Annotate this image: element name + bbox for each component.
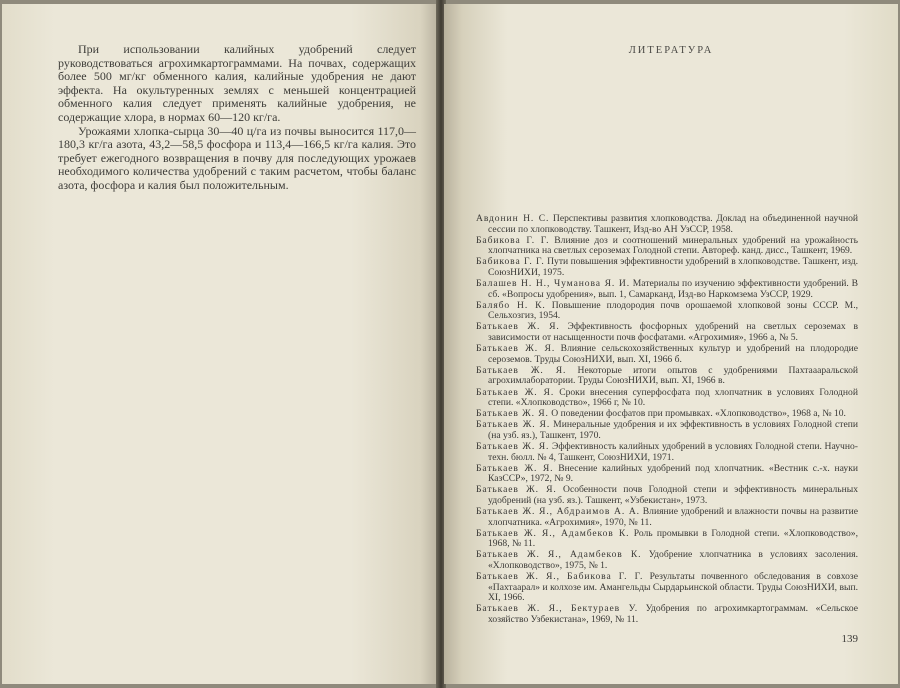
- reference-author: Авдонин Н. С.: [476, 213, 550, 224]
- references-list: [476, 214, 858, 626]
- reference-entry: [476, 442, 858, 463]
- reference-author: Балябо Н. К.: [476, 299, 546, 311]
- reference-entry: [476, 301, 858, 322]
- reference-entry: [476, 344, 858, 365]
- reference-author: Батькаев Ж. Я.: [476, 408, 549, 420]
- page-number: 139: [841, 633, 858, 645]
- reference-entry: [476, 420, 858, 441]
- paragraph: При использовании калийных удобрений следует руководствоваться агрохимкартограммами. На почвах, содержащих более 500 мг/кг обменного калия, калийные удобрения не дают эффекта. На окультуренных землях с меньшей концентрацией обменного калия следует применять калийные удобрения, не содержащие хлора, в нормах 60—120 кг/га.: [58, 42, 416, 124]
- reference-text: Некоторые итоги опытов с удобрениями Пахтаааральской агрохимлаборатории. Труды СоюзНИХИ, вып. XI, 1966 в.: [488, 364, 858, 387]
- reference-text: О поведении фосфатов при промывках. «Хлопководство», 1968 а, № 10.: [551, 408, 846, 420]
- reference-author: Батькаев Ж. Я., Адамбеков К.: [476, 527, 630, 539]
- reference-author: Батькаев Ж. Я.: [476, 462, 554, 474]
- reference-author: Батькаев Ж. Я.: [476, 321, 560, 333]
- reference-author: Батькаев Ж. Я.: [476, 364, 567, 376]
- reference-entry: [476, 464, 858, 485]
- reference-text: Минеральные удобрения и их эффективность в условиях Голодной степи (на узб. яз.), Ташкент, 1970.: [488, 419, 858, 441]
- reference-entry: [476, 485, 858, 506]
- reference-text: Влияние доз и соотношений минеральных удобрений на урожайность хлопчатника на светлых сероземах Голодной степи. Автореф. канд. дисс., Ташкент, 1969.: [488, 234, 858, 257]
- reference-entry: [476, 550, 858, 571]
- reference-author: Батькаев Ж. Я., Абдраимов А. А.: [476, 506, 640, 518]
- reference-author: Бабикова Г. Г.: [476, 256, 545, 268]
- reference-text: Особенности почв Голодной степи и эффективность минеральных удобрений (на узб. яз.). Ташкент, «Узбекистан», 1973.: [488, 484, 858, 506]
- reference-text: Сроки внесения суперфосфата под хлопчатник в условиях Голодной степи. «Хлопководство», 1966 г, № 10.: [488, 386, 858, 409]
- reference-entry: [476, 604, 858, 625]
- reference-author: Батькаев Ж. Я.: [476, 343, 556, 355]
- reference-text: Перспективы развития хлопководства. Доклад на объединенной научной сессии по хлопководству. Ташкент, Изд-во АН УзССР, 1958.: [488, 213, 859, 235]
- reference-text: Удобрения по агрохимкартограммам. «Сельское хозяйство Узбекистана», 1969, № 11.: [488, 603, 859, 625]
- references-heading: ЛИТЕРАТУРА: [628, 45, 714, 56]
- reference-text: Эффективность фосфорных удобрений на светлых сероземах в зависимости от насыщенности почв фосфатами. «Агрохимия», 1966 а, № 5.: [488, 321, 858, 344]
- reference-text: Удобрение хлопчатника в условиях засоления. «Хлопководство», 1975, № 1.: [488, 549, 858, 571]
- right-page: [444, 4, 898, 684]
- reference-author: Батькаев Ж. Я.: [476, 386, 555, 398]
- reference-entry: [476, 279, 858, 300]
- reference-text: Внесение калийных удобрений под хлопчатник. «Вестник с.-х. науки КазССР», 1972, № 9.: [488, 462, 858, 485]
- reference-entry: [476, 409, 858, 420]
- reference-author: Батькаев Ж. Я.: [476, 419, 551, 431]
- reference-entry: [476, 236, 858, 257]
- reference-text: Роль промывки в Голодной степи. «Хлопководство», 1968, № 11.: [488, 527, 858, 550]
- paragraph: Урожаями хлопка-сырца 30—40 ц/га из почвы выносится 117,0—180,3 кг/га азота, 43,2—58,5 фосфора и 113,4—166,5 кг/га калия. Это требует ежегодного возвращения в почву для последующих урожаев необходимого количества удобрений с таким расчетом, чтобы баланс азота, фосфора и калия был положительным.: [58, 123, 416, 192]
- reference-entry: [476, 529, 858, 550]
- reference-text: Результаты почвенного обследования в совхозе «Пахтаарал» и колхозе им. Амангельды Сырдарьинской области. Труды СоюзНИХИ, вып. XI, 1966.: [488, 571, 858, 604]
- reference-author: Батькаев Ж. Я.: [476, 484, 557, 496]
- reference-entry: [476, 214, 858, 235]
- reference-author: Батькаев Ж. Я., Бектураев У.: [476, 603, 638, 615]
- reference-text: Влияние удобрений и влажности почвы на развитие хлопчатника. «Агрохимия», 1970, № 11.: [488, 506, 859, 528]
- reference-author: Бабикова Г. Г.: [476, 234, 550, 246]
- reference-entry: [476, 507, 858, 528]
- reference-text: Материалы по изучению эффективности удобрений. В сб. «Вопросы удобрения», вып. 1, Самарканд, Изд-во Наркомзема УзССР, 1929.: [488, 278, 858, 300]
- reference-text: Повышение плодородия почв орошаемой хлопковой зоны СССР. М., Сельхозгиз, 1954.: [488, 299, 858, 322]
- left-page: [2, 4, 438, 684]
- body-text: [58, 43, 416, 193]
- reference-text: Влияние сельскохозяйственных культур и удобрений на плодородие сероземов. Труды СоюзНИХИ, вып. XI, 1966 б.: [488, 343, 859, 365]
- reference-entry: [476, 366, 858, 387]
- reference-author: Батькаев Ж. Я.: [476, 440, 550, 452]
- reference-text: Пути повышения эффективности удобрений в хлопководстве. Ташкент, изд. СоюзНИХИ, 1975.: [488, 256, 858, 278]
- reference-author: Батькаев Ж. Я., Бабикова Г. Г.: [476, 571, 644, 583]
- reference-text: Эффективность калийных удобрений в условиях Голодной степи. Научно-техн. бюлл. № 4, Ташкент, СоюзНИХИ, 1971.: [488, 440, 858, 463]
- reference-entry: [476, 572, 858, 604]
- reference-entry: [476, 322, 858, 343]
- reference-author: Балашев Н. Н., Чуманова Я. И.: [476, 278, 630, 290]
- reference-entry: [476, 257, 858, 278]
- reference-author: Батькаев Ж. Я., Адамбеков К.: [476, 549, 642, 561]
- reference-entry: [476, 388, 858, 409]
